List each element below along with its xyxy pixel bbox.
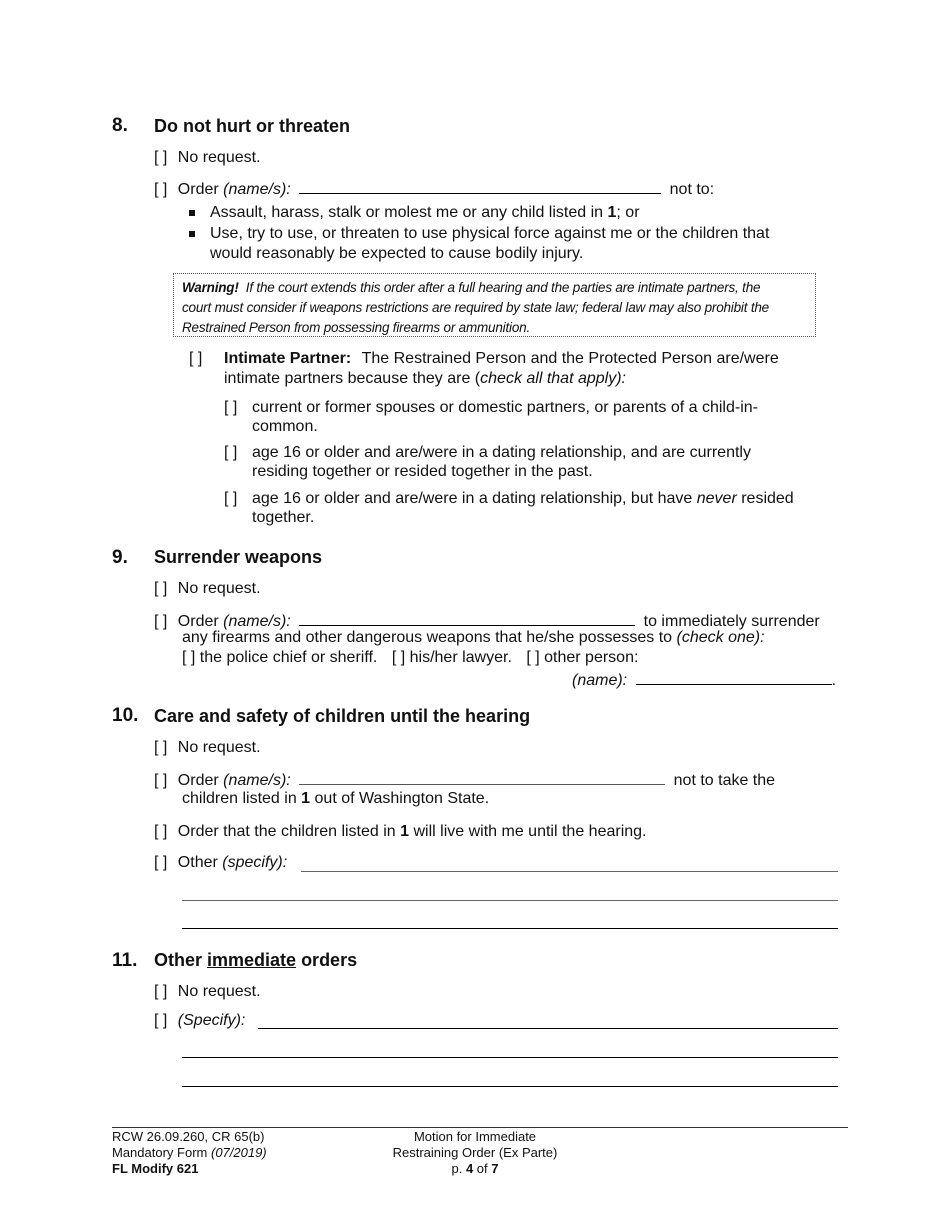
order-text-end: will live with me until the hearing. bbox=[409, 823, 647, 840]
name-label: (name/s): bbox=[223, 181, 291, 198]
checkbox[interactable]: [ ] bbox=[526, 649, 540, 666]
bullet-text-end: ; or bbox=[616, 204, 640, 221]
footer-title-1: Motion for Immediate bbox=[413, 1129, 537, 1144]
option-text: age 16 or older and are/were in a dating relationship, but have bbox=[252, 490, 697, 507]
footer-center bbox=[375, 1129, 575, 1177]
footer-divider bbox=[112, 1127, 848, 1128]
specify-label: (Specify): bbox=[177, 1012, 246, 1029]
warning-line-3: Restrained Person from possessing firearms or ammunition. bbox=[182, 320, 530, 335]
s11-specify-field-line-2[interactable] bbox=[182, 1057, 838, 1058]
ip-option-1-line-1: current or former spouses or domestic partners, or parents of a child-in- bbox=[252, 399, 758, 416]
s8-bullet-2-line-1: Use, try to use, or threaten to use physical force against me or the children that bbox=[210, 225, 770, 242]
checkbox[interactable]: [ ] bbox=[154, 580, 168, 597]
other-label: Other bbox=[177, 854, 218, 871]
option-emphasis: never bbox=[696, 490, 737, 507]
s10-other-field-line-1[interactable] bbox=[301, 871, 838, 872]
s10-name-field[interactable] bbox=[299, 768, 665, 785]
s8-order-row bbox=[154, 177, 714, 199]
order-label: Order bbox=[177, 613, 219, 630]
s10-order-line-2 bbox=[182, 790, 489, 808]
warning-label: Warning! bbox=[182, 280, 239, 295]
no-request-label: No request. bbox=[177, 983, 261, 1000]
s10-live-with-me-row bbox=[154, 823, 646, 841]
s9-options-row bbox=[182, 649, 638, 667]
footer-form-date bbox=[112, 1145, 267, 1161]
not-to-label: not to: bbox=[669, 181, 715, 198]
surrender-text-2: any firearms and other dangerous weapons that he/she possesses to bbox=[182, 629, 677, 646]
section-11-title bbox=[154, 950, 357, 971]
s11-specify-field-line-3[interactable] bbox=[182, 1086, 838, 1087]
section-10-number: 10. bbox=[112, 705, 139, 726]
option-other-person: other person: bbox=[544, 649, 639, 666]
intimate-partner-text-2: intimate partners because they are ( bbox=[224, 370, 481, 387]
s9-line-2 bbox=[182, 629, 765, 647]
surrender-text: to immediately surrender bbox=[643, 613, 820, 630]
checkbox[interactable]: [ ] bbox=[154, 772, 168, 789]
page-prefix: p. bbox=[451, 1161, 466, 1176]
section-11-number: 11. bbox=[112, 950, 138, 971]
intimate-partner-label: Intimate Partner: bbox=[224, 350, 352, 367]
ip-option-2-line-1: age 16 or older and are/were in a dating relationship, and are currently bbox=[252, 444, 751, 461]
checkbox[interactable]: [ ] bbox=[154, 181, 168, 198]
current-page: 4 bbox=[465, 1161, 474, 1176]
checkbox[interactable]: [ ] bbox=[154, 1012, 168, 1029]
order-text-end: out of Washington State. bbox=[310, 790, 490, 807]
order-text: children listed in bbox=[182, 790, 302, 807]
ip-option-2-checkbox[interactable]: [ ] bbox=[224, 444, 238, 461]
section-8-number: 8. bbox=[112, 115, 128, 136]
checkbox[interactable]: [ ] bbox=[154, 739, 168, 756]
ref-number: 1 bbox=[301, 790, 311, 807]
not-to-take-text: not to take the bbox=[673, 772, 776, 789]
option-lawyer: his/her lawyer. bbox=[409, 649, 512, 666]
section-10-title: Care and safety of children until the hearing bbox=[154, 706, 531, 726]
bullet-ref-number: 1 bbox=[607, 204, 617, 221]
checkbox[interactable]: [ ] bbox=[154, 983, 168, 1000]
checkbox[interactable]: [ ] bbox=[154, 149, 168, 166]
s11-specify-field-line-1[interactable] bbox=[258, 1028, 838, 1029]
section-8-title: Do not hurt or threaten bbox=[154, 116, 350, 136]
warning-box bbox=[173, 273, 816, 337]
order-label: Order bbox=[177, 772, 219, 789]
ref-number: 1 bbox=[400, 823, 410, 840]
bullet-icon bbox=[189, 231, 195, 237]
s10-other-field-line-2[interactable] bbox=[182, 900, 838, 901]
checkbox[interactable]: [ ] bbox=[154, 854, 168, 871]
s9-order-row bbox=[154, 609, 820, 631]
section-9-number: 9. bbox=[112, 547, 128, 568]
period: . bbox=[831, 672, 837, 689]
intimate-partner-line-2 bbox=[224, 370, 626, 388]
bullet-text: Assault, harass, stalk or molest me or any child listed in bbox=[210, 204, 608, 221]
footer-left bbox=[112, 1129, 267, 1177]
ip-option-3-checkbox[interactable]: [ ] bbox=[224, 490, 238, 507]
check-all-note: check all that apply): bbox=[480, 370, 626, 387]
warning-line-1: If the court extends this order after a full hearing and the parties are intimate partners, the bbox=[245, 280, 761, 295]
s9-other-name-row bbox=[572, 668, 836, 690]
ip-option-3-line-1 bbox=[252, 490, 794, 508]
footer-mandatory: Mandatory Form bbox=[112, 1145, 211, 1160]
order-text: Order that the children listed in bbox=[177, 823, 401, 840]
footer-form-id: FL Modify 621 bbox=[112, 1161, 199, 1176]
title-text-end: orders bbox=[296, 950, 358, 970]
footer-page-number bbox=[375, 1161, 575, 1177]
name-label: (name): bbox=[572, 672, 628, 689]
intimate-partner-checkbox[interactable]: [ ] bbox=[189, 350, 203, 367]
s11-specify-row bbox=[154, 1012, 245, 1030]
no-request-label: No request. bbox=[177, 149, 261, 166]
title-text: Other bbox=[154, 950, 208, 970]
footer-title-2: Restraining Order (Ex Parte) bbox=[392, 1145, 558, 1160]
bullet-icon bbox=[189, 210, 195, 216]
total-pages: 7 bbox=[491, 1161, 499, 1176]
option-police: the police chief or sheriff. bbox=[199, 649, 378, 666]
name-label: (name/s): bbox=[223, 613, 291, 630]
ip-option-3-line-2: together. bbox=[252, 509, 315, 526]
footer-date: (07/2019) bbox=[210, 1145, 267, 1160]
name-label: (name/s): bbox=[223, 772, 291, 789]
no-request-label: No request. bbox=[177, 580, 261, 597]
section-9-title: Surrender weapons bbox=[154, 547, 323, 567]
page-of: of bbox=[473, 1161, 492, 1176]
s8-bullet-2-line-2: would reasonably be expected to cause bodily injury. bbox=[210, 245, 584, 262]
title-underlined: immediate bbox=[207, 950, 297, 970]
s8-bullet-1 bbox=[210, 204, 640, 222]
warning-line-2: court must consider if weapons restrictions are required by state law; federal law may also prohibit the bbox=[182, 300, 769, 315]
ip-option-2-line-2: residing together or resided together in the past. bbox=[252, 463, 593, 480]
s9-no-request-row bbox=[154, 580, 261, 598]
order-label: Order bbox=[177, 181, 219, 198]
checkbox[interactable]: [ ] bbox=[182, 649, 196, 666]
s11-no-request-row bbox=[154, 983, 261, 1001]
option-text-end: resided bbox=[736, 490, 794, 507]
s10-other-row bbox=[154, 854, 287, 872]
checkbox[interactable]: [ ] bbox=[154, 823, 168, 840]
check-one-note: (check one): bbox=[676, 629, 765, 646]
s10-no-request-row bbox=[154, 739, 261, 757]
intimate-partner-text: The Restrained Person and the Protected Person are/were bbox=[361, 350, 779, 367]
checkbox[interactable]: [ ] bbox=[391, 649, 406, 666]
ip-option-1-line-2: common. bbox=[252, 418, 318, 435]
s10-other-field-line-3[interactable] bbox=[182, 928, 838, 929]
specify-label: (specify): bbox=[222, 854, 288, 871]
s9-other-name-field[interactable] bbox=[636, 668, 832, 685]
s9-name-field[interactable] bbox=[299, 609, 635, 626]
s8-name-field[interactable] bbox=[299, 177, 661, 194]
checkbox[interactable]: [ ] bbox=[154, 613, 168, 630]
no-request-label: No request. bbox=[177, 739, 261, 756]
s10-order-row bbox=[154, 768, 775, 790]
intimate-partner-line-1 bbox=[224, 350, 779, 368]
s8-no-request-row bbox=[154, 149, 261, 167]
footer-statute: RCW 26.09.260, CR 65(b) bbox=[112, 1129, 265, 1144]
ip-option-1-checkbox[interactable]: [ ] bbox=[224, 399, 238, 416]
